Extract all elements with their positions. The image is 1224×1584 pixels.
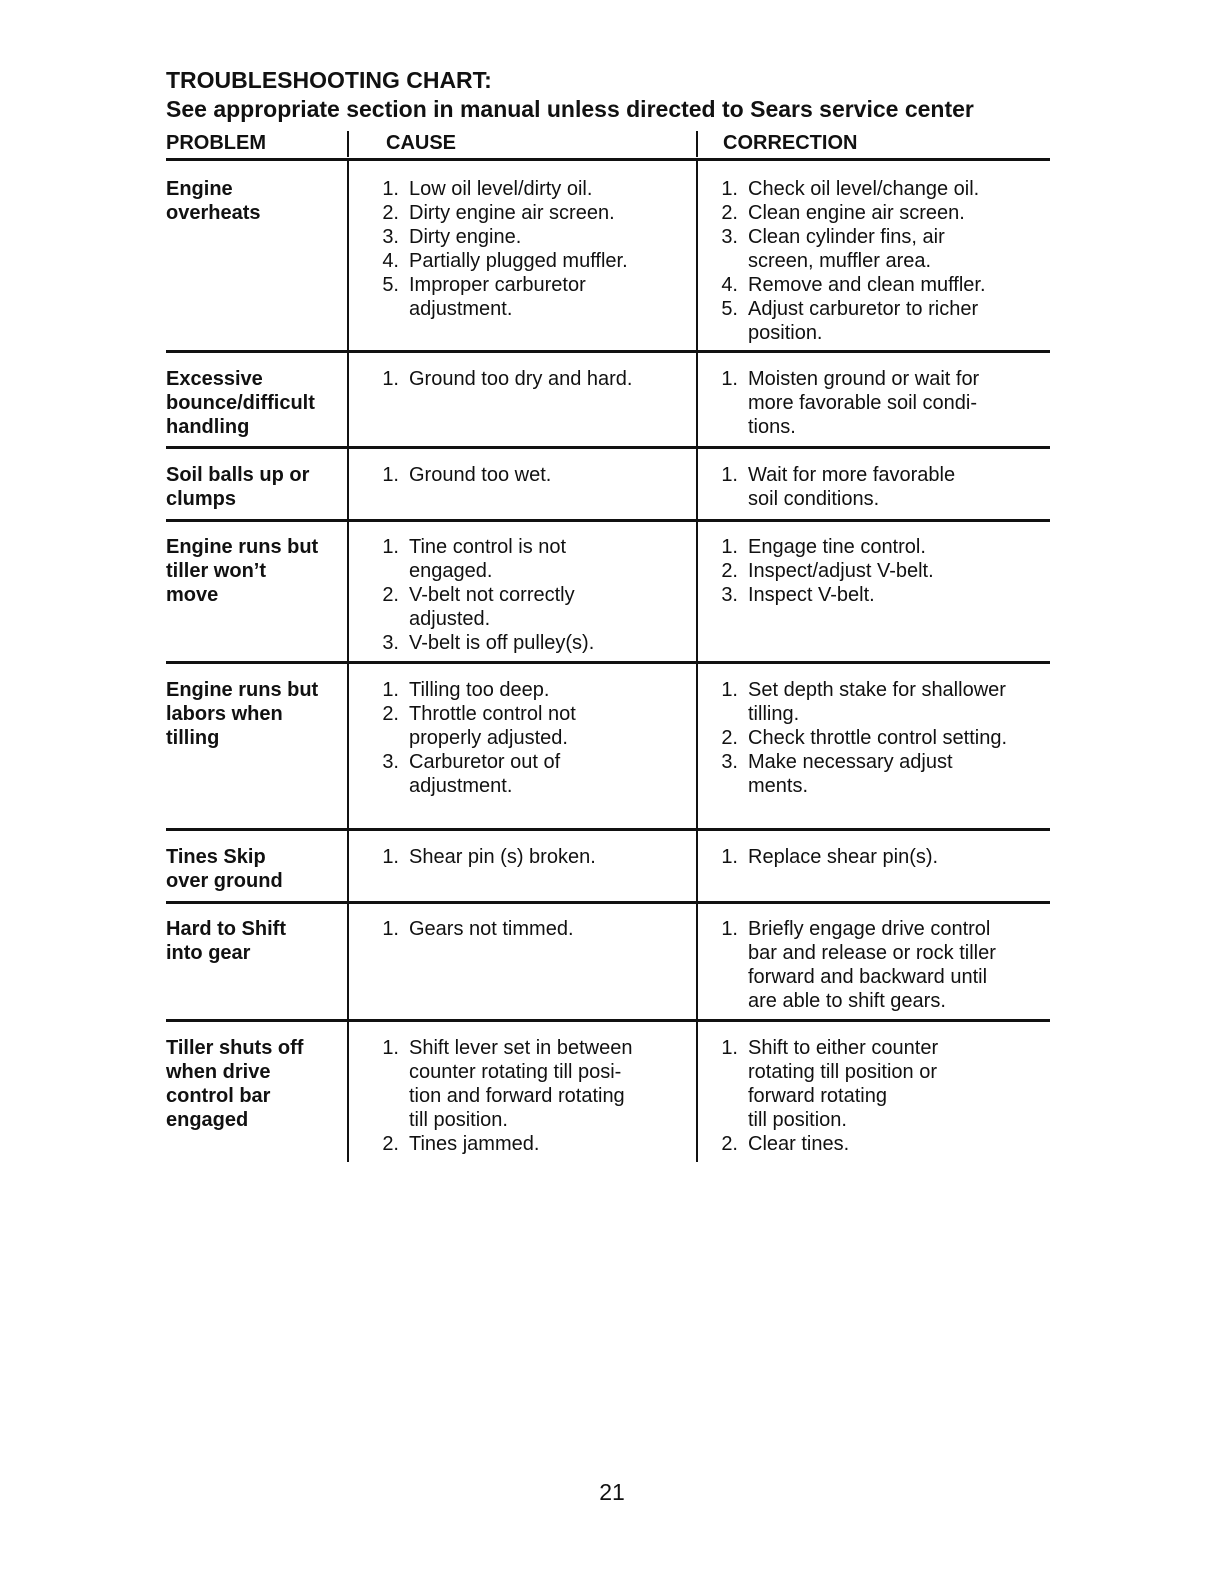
correction-item xyxy=(713,273,1048,297)
cause-item xyxy=(374,535,674,583)
correction-item xyxy=(713,297,1048,345)
item-text: Adjust carburetor to richer position. xyxy=(748,298,979,344)
row-rule xyxy=(166,661,1050,664)
item-text: Ground too dry and hard. xyxy=(409,368,633,390)
header-cause: CAUSE xyxy=(386,132,457,154)
correction-item xyxy=(713,726,1048,750)
correction-item xyxy=(713,1036,1048,1132)
item-text: V-belt not correctly adjusted. xyxy=(409,584,575,630)
item-number: 2. xyxy=(382,584,399,606)
correction-list xyxy=(713,367,1048,439)
correction-item xyxy=(713,367,1048,439)
item-number: 2. xyxy=(721,727,738,749)
header-divider xyxy=(347,131,349,157)
item-number: 1. xyxy=(721,368,738,390)
item-text: Tilling too deep. xyxy=(409,679,550,701)
cause-list xyxy=(374,177,674,321)
row-rule xyxy=(166,350,1050,353)
item-number: 1. xyxy=(721,464,738,486)
item-text: Clear tines. xyxy=(748,1133,850,1155)
cause-item xyxy=(374,678,674,702)
row-rule xyxy=(166,519,1050,522)
problem-cell: Tines Skip over ground xyxy=(166,846,283,892)
cause-item xyxy=(374,750,674,798)
item-text: Carburetor out of adjustment. xyxy=(409,751,561,797)
cause-item xyxy=(374,273,674,321)
item-text: Inspect/adjust V-belt. xyxy=(748,560,934,582)
cause-item xyxy=(374,1132,674,1156)
item-text: V-belt is off pulley(s). xyxy=(409,632,595,654)
cause-item xyxy=(374,917,674,941)
correction-list xyxy=(713,463,1048,511)
problem-cell: Engine runs but tiller won’t move xyxy=(166,536,319,606)
cause-list xyxy=(374,463,674,487)
item-text: Clean cylinder fins, air screen, muffler area. xyxy=(748,226,945,272)
item-number: 2. xyxy=(721,560,738,582)
item-number: 1. xyxy=(382,1037,399,1059)
item-number: 1. xyxy=(382,368,399,390)
item-text: Remove and clean muffler. xyxy=(748,274,986,296)
item-number: 1. xyxy=(382,679,399,701)
item-text: Tine control is not engaged. xyxy=(409,536,567,582)
correction-item xyxy=(713,583,1048,607)
item-number: 3. xyxy=(382,751,399,773)
correction-list xyxy=(713,1036,1048,1156)
correction-item xyxy=(713,845,1048,869)
item-text: Clean engine air screen. xyxy=(748,202,965,224)
correction-item xyxy=(713,177,1048,201)
item-text: Briefly engage drive control bar and release or rock tiller forward and backward until are able to shift gears. xyxy=(748,918,996,1012)
table-top-rule xyxy=(166,158,1050,161)
cause-item xyxy=(374,845,674,869)
cause-item xyxy=(374,201,674,225)
item-text: Partially plugged muffler. xyxy=(409,250,628,272)
row-rule xyxy=(166,1019,1050,1022)
cause-list xyxy=(374,1036,674,1156)
problem-cell: Excessive bounce/difficult handling xyxy=(166,368,315,438)
item-text: Dirty engine. xyxy=(409,226,522,248)
item-text: Check oil level/change oil. xyxy=(748,178,980,200)
item-text: Engage tine control. xyxy=(748,536,926,558)
cause-list xyxy=(374,917,674,941)
item-number: 1. xyxy=(382,178,399,200)
item-text: Set depth stake for shallower tilling. xyxy=(748,679,1006,725)
correction-list xyxy=(713,535,1048,607)
cause-list xyxy=(374,678,674,798)
problem-cell: Engine overheats xyxy=(166,178,261,224)
problem-cell: Soil balls up or clumps xyxy=(166,464,310,510)
row-rule xyxy=(166,828,1050,831)
item-number: 3. xyxy=(721,226,738,248)
problem-cell: Hard to Shift into gear xyxy=(166,918,286,964)
item-text: Improper carburetor adjustment. xyxy=(409,274,586,320)
correction-item xyxy=(713,678,1048,726)
item-text: Check throttle control setting. xyxy=(748,727,1008,749)
item-number: 1. xyxy=(382,846,399,868)
cause-item xyxy=(374,177,674,201)
problem-cell: Tiller shuts off when drive control bar engaged xyxy=(166,1037,304,1131)
correction-item xyxy=(713,750,1048,798)
item-number: 4. xyxy=(721,274,738,296)
item-text: Shift lever set in between counter rotating till posi- tion and forward rotating till position. xyxy=(409,1037,633,1131)
item-number: 2. xyxy=(721,202,738,224)
item-number: 3. xyxy=(721,584,738,606)
item-number: 1. xyxy=(721,1037,738,1059)
item-number: 3. xyxy=(382,632,399,654)
page-number: 21 xyxy=(599,1479,625,1505)
item-number: 1. xyxy=(721,536,738,558)
item-text: Replace shear pin(s). xyxy=(748,846,939,868)
item-text: Moisten ground or wait for more favorable soil condi- tions. xyxy=(748,368,980,438)
row-rule xyxy=(166,901,1050,904)
item-text: Inspect V-belt. xyxy=(748,584,875,606)
cause-item xyxy=(374,631,674,655)
cause-item xyxy=(374,1036,674,1132)
cause-item xyxy=(374,225,674,249)
item-number: 1. xyxy=(721,846,738,868)
item-text: Make necessary adjust ments. xyxy=(748,751,953,797)
correction-item xyxy=(713,201,1048,225)
correction-item xyxy=(713,225,1048,273)
correction-list xyxy=(713,845,1048,869)
item-number: 2. xyxy=(382,703,399,725)
item-text: Gears not timmed. xyxy=(409,918,574,940)
item-number: 5. xyxy=(721,298,738,320)
correction-list xyxy=(713,917,1048,1013)
item-number: 1. xyxy=(382,464,399,486)
correction-item xyxy=(713,917,1048,1013)
item-text: Throttle control not properly adjusted. xyxy=(409,703,576,749)
item-text: Wait for more favorable soil conditions. xyxy=(748,464,956,510)
chart-title: TROUBLESHOOTING CHART: xyxy=(166,67,492,93)
item-text: Shear pin (s) broken. xyxy=(409,846,596,868)
item-number: 1. xyxy=(382,918,399,940)
correction-item xyxy=(713,535,1048,559)
item-number: 2. xyxy=(382,1133,399,1155)
item-text: Ground too wet. xyxy=(409,464,552,486)
item-number: 5. xyxy=(382,274,399,296)
item-number: 2. xyxy=(382,202,399,224)
chart-subtitle: See appropriate section in manual unless directed to Sears service center xyxy=(166,96,974,122)
item-text: Low oil level/dirty oil. xyxy=(409,178,593,200)
cause-list xyxy=(374,845,674,869)
correction-list xyxy=(713,678,1048,798)
item-number: 4. xyxy=(382,250,399,272)
cause-item xyxy=(374,583,674,631)
header-problem: PROBLEM xyxy=(166,132,266,154)
item-number: 1. xyxy=(382,536,399,558)
cause-list xyxy=(374,535,674,655)
item-text: Shift to either counter rotating till position or forward rotating till position. xyxy=(748,1037,939,1131)
cause-item xyxy=(374,463,674,487)
header-divider xyxy=(696,131,698,157)
correction-item xyxy=(713,559,1048,583)
problem-cell: Engine runs but labors when tilling xyxy=(166,679,319,749)
cause-item xyxy=(374,249,674,273)
correction-list xyxy=(713,177,1048,345)
item-number: 3. xyxy=(382,226,399,248)
item-number: 2. xyxy=(721,1133,738,1155)
correction-item xyxy=(713,463,1048,511)
cause-item xyxy=(374,367,674,391)
row-rule xyxy=(166,446,1050,449)
item-number: 3. xyxy=(721,751,738,773)
cause-list xyxy=(374,367,674,391)
item-number: 1. xyxy=(721,918,738,940)
item-number: 1. xyxy=(721,178,738,200)
header-correction: CORRECTION xyxy=(723,132,858,154)
item-text: Dirty engine air screen. xyxy=(409,202,615,224)
correction-item xyxy=(713,1132,1048,1156)
item-text: Tines jammed. xyxy=(409,1133,540,1155)
item-number: 1. xyxy=(721,679,738,701)
cause-item xyxy=(374,702,674,750)
